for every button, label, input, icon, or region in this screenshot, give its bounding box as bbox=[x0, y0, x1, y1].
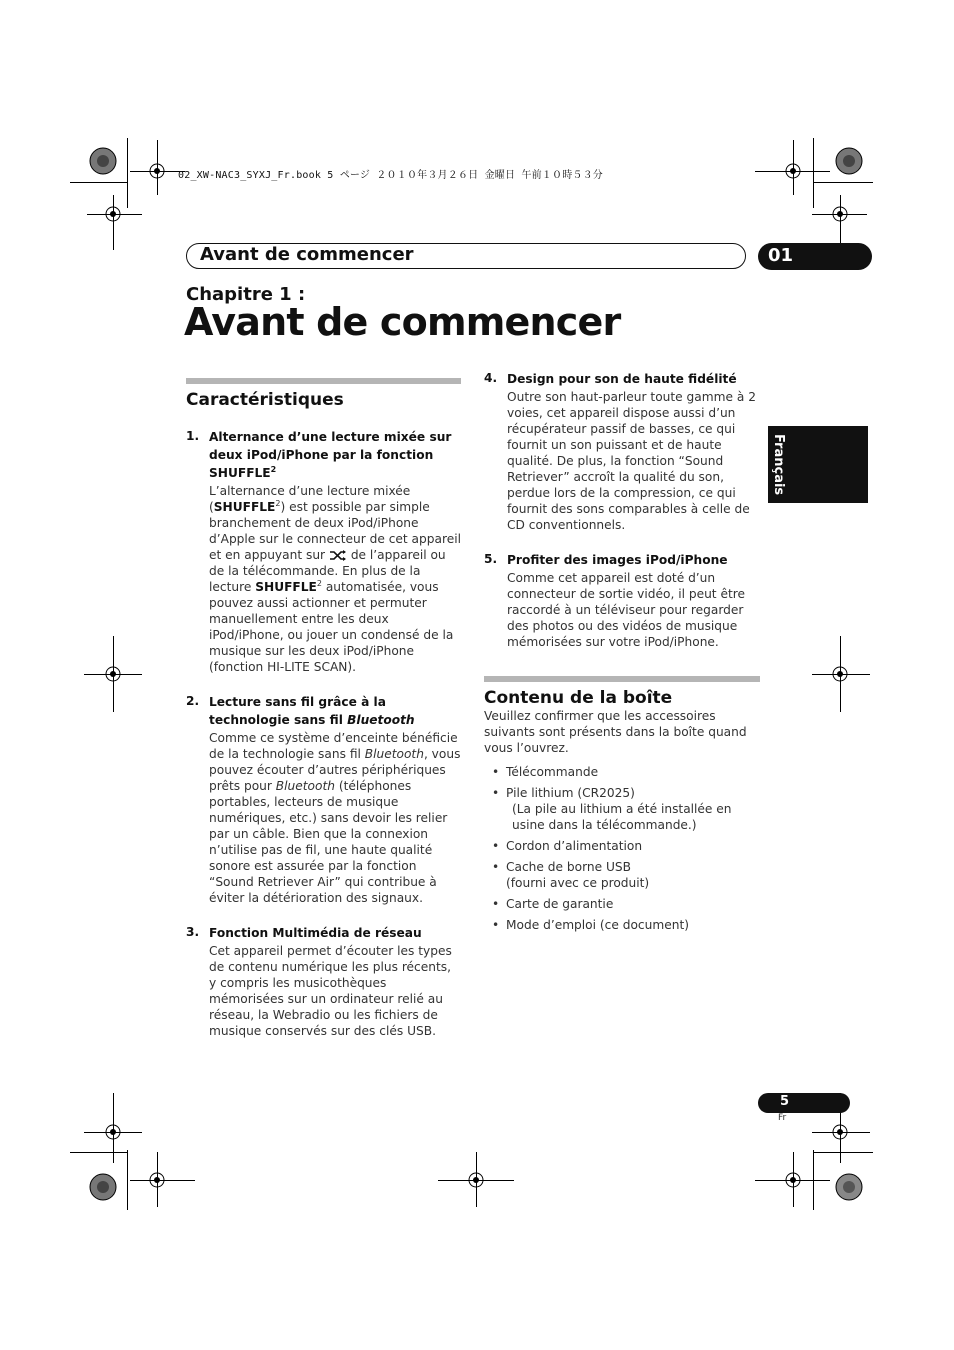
shuffle-icon bbox=[329, 550, 347, 561]
page-number: 5 bbox=[780, 1094, 790, 1109]
registration-target-icon bbox=[103, 664, 123, 684]
list-item: • Carte de garantie bbox=[492, 896, 760, 912]
item-body: Outre son haut-parleur toute gamme à 2 voies, cet appareil dispose aussi d’un récupérateur passif de basses, ce qui fournit un son puissant et de haute qualité. De plus, la fonction “Sound Retriever” accroît la qualité du son, perdue lors de la compression, ce qui fournit des sons comparables à celle de CD conventionnels. bbox=[507, 390, 756, 532]
registration-target-icon bbox=[830, 664, 850, 684]
print-header: 02_XW-NAC3_SYXJ_Fr.book 5 ページ ２０１０年３月２６日 金曜日 午前１０時５３分 bbox=[178, 170, 603, 181]
registration-target-icon bbox=[147, 161, 167, 181]
feature-item-2 bbox=[186, 693, 461, 906]
item-title: Profiter des images iPod/iPhone bbox=[507, 553, 728, 567]
list-item: • Cache de borne USB (fourni avec ce produit) bbox=[492, 859, 760, 891]
item-title: Design pour son de haute fidélité bbox=[507, 372, 737, 386]
color-registration-icon bbox=[88, 146, 118, 176]
item-body: L’alternance d’une lecture mixée (SHUFFLE$^2$) est possible par simple branchement de deux iPod/iPhone d’Apple sur le connecteur de cet appareil et en appuyant sur de l’appareil ou de la télécommande. En plus de la lecture SHUFFLE$^2$ automatisée, vous pouvez aussi actionner et permuter manuellement entre les deux iPod/iPhone, ou jouer un condensé de la musique sur les deux iPod/iPhone (fonction HI-LITE SCAN). bbox=[209, 484, 461, 674]
chapter-label: Chapitre 1 : bbox=[186, 284, 306, 305]
color-registration-icon bbox=[834, 1172, 864, 1202]
item-body: Comme cet appareil est doté d’un connecteur de sortie vidéo, il peut être raccordé à un téléviseur pour regarder des photos ou des vidéos de musique mémorisées sur votre iPod/iPhone. bbox=[507, 571, 745, 649]
item-title: Alternance d’une lecture mixée sur deux iPod/iPhone par la fonction SHUFFLE$^2$ bbox=[209, 430, 452, 480]
contenu-intro: Veuillez confirmer que les accessoires suivants sont présents dans la boîte quand vous l’ouvrez. bbox=[484, 709, 747, 755]
list-item: • Pile lithium (CR2025) (La pile au lithium a été installée en usine dans la télécommande.) bbox=[492, 785, 760, 833]
registration-target-icon bbox=[783, 1170, 803, 1190]
registration-target-icon bbox=[466, 1170, 486, 1190]
section-title-caracteristiques: Caractéristiques bbox=[186, 390, 344, 410]
item-number: 1. bbox=[186, 429, 200, 443]
section-divider bbox=[484, 676, 760, 682]
feature-item-3 bbox=[186, 924, 461, 1039]
registration-target-icon bbox=[783, 161, 803, 181]
left-column bbox=[186, 378, 461, 1039]
item-title: Fonction Multimédia de réseau bbox=[209, 926, 422, 940]
feature-item-1 bbox=[186, 428, 461, 675]
item-number: 5. bbox=[484, 552, 498, 566]
header-title: Avant de commencer bbox=[200, 244, 414, 265]
color-registration-icon bbox=[88, 1172, 118, 1202]
right-column bbox=[484, 370, 760, 938]
section-divider bbox=[186, 378, 461, 384]
item-number: 4. bbox=[484, 371, 498, 385]
color-registration-icon bbox=[834, 146, 864, 176]
registration-target-icon bbox=[830, 204, 850, 224]
registration-target-icon bbox=[147, 1170, 167, 1190]
page-title: Avant de commencer bbox=[184, 300, 621, 344]
item-body: Comme ce système d’enceinte bénéficie de la technologie sans fil Bluetooth, vous pouvez écouter d’autres périphériques prêts pour Bluetooth (téléphones portables, lecteurs de musique numériques, etc.) sans devoir les relier par un câble. Bien que la connexion n’utilise pas de fil, une haute qualité sonore est assurée par la fonction “Sound Retriever Air” qui contribue à éviter la détérioration des signaux. bbox=[209, 731, 461, 905]
list-item: • Télécommande bbox=[492, 764, 760, 780]
list-item: • Cordon d’alimentation bbox=[492, 838, 760, 854]
page-number-pill bbox=[758, 1093, 850, 1113]
item-number: 2. bbox=[186, 694, 200, 708]
language-tab-label: Français bbox=[771, 434, 786, 496]
registration-target-icon bbox=[103, 1122, 123, 1142]
section-title-contenu: Contenu de la boîte bbox=[484, 688, 673, 708]
item-number: 3. bbox=[186, 925, 200, 939]
feature-item-4 bbox=[484, 370, 760, 533]
item-body: Cet appareil permet d’écouter les types de contenu numérique les plus récents, y compris les musicothèques mémorisées sur un ordinateur relié au réseau, la Webradio ou les fichiers de musique conservés sur des clés USB. bbox=[209, 944, 452, 1038]
registration-target-icon bbox=[103, 204, 123, 224]
page-language: Fr bbox=[778, 1113, 787, 1123]
accessory-list bbox=[484, 764, 760, 933]
list-item: • Mode d’emploi (ce document) bbox=[492, 917, 760, 933]
registration-target-icon bbox=[830, 1122, 850, 1142]
chapter-number: 01 bbox=[768, 245, 794, 266]
feature-item-5 bbox=[484, 551, 760, 650]
item-title: Lecture sans fil grâce à la technologie sans fil Bluetooth bbox=[209, 695, 415, 727]
